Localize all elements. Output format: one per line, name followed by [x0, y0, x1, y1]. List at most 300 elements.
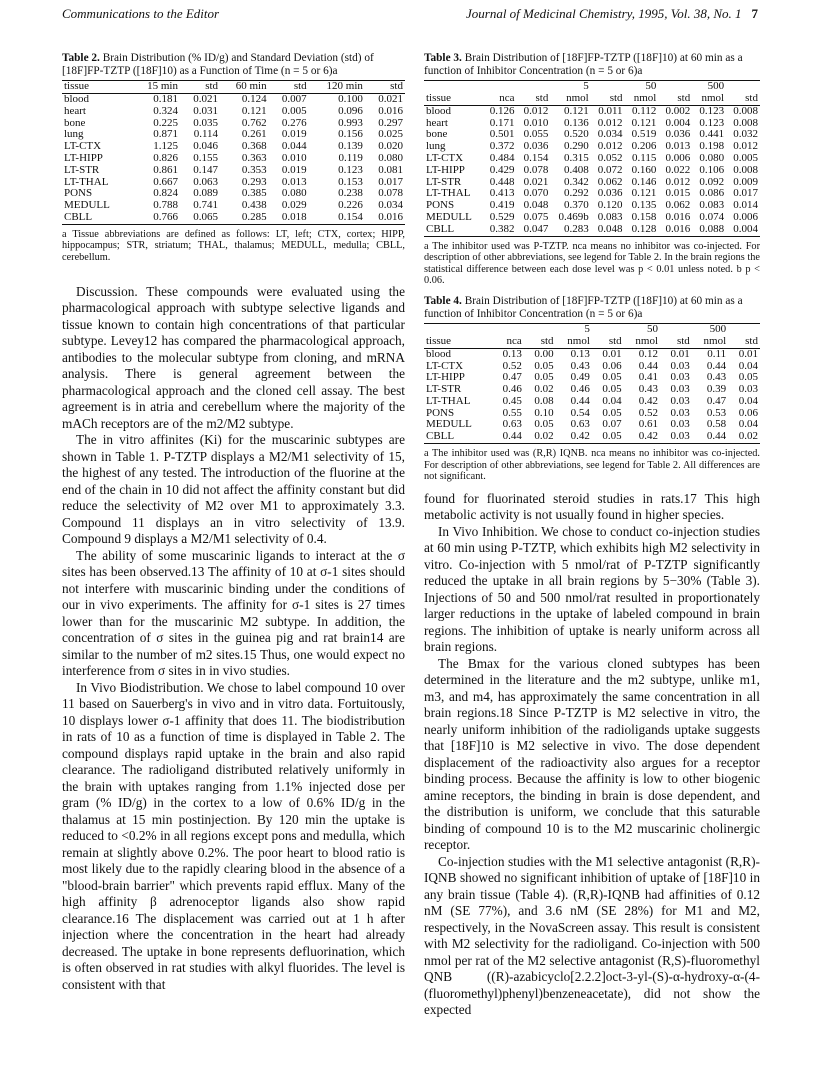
table4-column-header: std [660, 336, 692, 348]
value-cell: 0.41 [638, 371, 659, 384]
value-cell: 0.034 [378, 199, 403, 212]
value-cell: 0.42 [638, 394, 659, 407]
tissue-cell: heart [426, 116, 448, 129]
tissue-cell: LT-HIPP [64, 151, 103, 164]
value-cell: 0.372 [489, 140, 515, 153]
value-cell: 0.00 [534, 347, 554, 360]
table2-column-header: tissue [62, 81, 131, 94]
value-cell: 0.58 [706, 418, 727, 431]
tissue-cell: LT-HIPP [426, 163, 465, 176]
table4-dose-header: 5 [556, 324, 592, 336]
value-cell: 0.13 [570, 347, 590, 360]
paragraph-coinjection: Co-injection studies with the M1 selective antagonist (R,R)-IQNB showed no significant inhibition of uptake of [18F]10 in any brain tissue (Table 4). (R,R)-IQNB had affinities of 0.12 nM (SE 77%), and 3.6 nM (SE 28%) for M1 and M2, respectively, in the NovaScreen assay. This result is consistent with M2 selectivity for the radioligand. Co-injection with 500 nmol per rat of the M2 selective antagonist (R,S)-fluoromethyl QNB ((R)-azabicyclo[2.2.2]oct-3-yl-(S)-α-hydroxy-α-(4-(fluoromethyl)phenyl)benzeneacetate), did not show the expected [424, 853, 760, 1018]
value-cell: 0.49 [570, 371, 590, 384]
value-cell: 0.088 [692, 224, 726, 236]
value-cell: 0.070 [523, 187, 549, 200]
value-cell: 0.861 [153, 163, 178, 176]
value-cell: 0.225 [153, 116, 178, 129]
value-cell: 0.63 [570, 418, 590, 431]
value-cell: 0.020 [378, 140, 403, 153]
value-cell: 0.019 [281, 163, 307, 176]
value-cell: 0.43 [638, 383, 659, 396]
table-row [62, 165, 405, 177]
value-cell: 0.062 [597, 175, 623, 188]
value-cell: 0.824 [153, 187, 178, 200]
value-cell: 0.135 [631, 199, 657, 212]
table3-column-header: nmol [550, 93, 590, 105]
table4-column-header: nca [492, 336, 524, 348]
tissue-cell: lung [426, 140, 446, 153]
value-cell: 0.126 [489, 104, 515, 117]
value-cell: 0.154 [523, 151, 549, 164]
value-cell: 0.438 [241, 199, 267, 212]
table-row [62, 106, 405, 118]
table2-column-header: std [365, 81, 405, 94]
table3-dose-header: 50 [625, 81, 659, 93]
tissue-cell: LT-STR [426, 383, 462, 396]
value-cell: 0.123 [338, 163, 363, 176]
value-cell: 0.05 [602, 383, 622, 396]
tissue-cell: MEDULL [426, 418, 472, 431]
value-cell: 0.501 [489, 128, 515, 141]
value-cell: 0.03 [738, 383, 758, 396]
paragraph-affinities: The in vitro affinites (Ki) for the muscarinic subtypes are shown in Table 1. P-TZTP displays a M2/M1 selectivity of 15, the highest of any tested. The introduction of the fluorine at the end of the chain in 10 did not affect the affinity constant but did reduce the selectivity of M2 over M1 to approximately 3.3. Compound 11 displays an in vitro selectivity of 13.9. Compound 9 displays a M2/M1 selectivity of 0.4. [62, 432, 405, 547]
table3-caption-text: Brain Distribution of [18F]FP-TZTP ([18F]10) at 60 min as a function of Inhibitor Concentration (n = 5 or 6)a [424, 52, 743, 77]
value-cell: 0.008 [733, 104, 758, 117]
value-cell: 0.276 [281, 116, 307, 129]
paragraph-discussion: Discussion. These compounds were evaluated using the pharmacological approach with subtype selective ligands and tissue known to contain high concentrations of that particular subtype. Levey12 has compared the pharmacological approach, antibodies to the molecular subtype from cloning, and mRNA analysis. There is general agreement between the pharmacological approach and the cloned cell assay. The best agreement is in atria and cerebellum where the majority of the mACh receptors are of the m2/M2 subtype. [62, 283, 405, 431]
value-cell: 0.035 [193, 116, 219, 129]
value-cell: 0.52 [502, 359, 522, 372]
table3-column-header: nmol [625, 93, 659, 105]
table4-block [424, 295, 760, 483]
table-row [424, 212, 760, 224]
value-cell: 0.022 [665, 163, 691, 176]
value-cell: 0.075 [523, 210, 549, 223]
value-cell: 0.762 [241, 116, 267, 129]
tissue-cell: CBLL [424, 431, 492, 443]
right-body-text [424, 491, 760, 1019]
table-row [424, 105, 760, 117]
value-cell: 0.123 [699, 104, 725, 117]
value-cell: 0.39 [706, 383, 727, 396]
value-cell: 0.667 [153, 175, 178, 188]
value-cell: 0.158 [631, 210, 657, 223]
value-cell: 0.002 [665, 104, 691, 117]
value-cell: 0.11 [707, 347, 727, 360]
value-cell: 0.016 [365, 212, 405, 224]
value-cell: 0.283 [550, 224, 590, 236]
tissue-cell: LT-CTX [426, 359, 464, 372]
value-cell: 0.048 [591, 224, 625, 236]
table3-footnote: a The inhibitor used was P-TZTP. nca means no inhibitor was co-injected. For description of other abbreviations, see legend for Table 2. In the brain regions the statistical difference between each dose level was p < 0.01 unless noted. b p < 0.06. [424, 240, 760, 287]
value-cell: 0.03 [670, 371, 690, 384]
value-cell: 0.413 [489, 187, 515, 200]
table2-column-header: 120 min [309, 81, 365, 94]
table2-column-header: std [269, 81, 309, 94]
value-cell: 0.370 [563, 199, 589, 212]
tissue-cell: bone [426, 128, 448, 141]
value-cell: 0.469b [558, 210, 589, 223]
value-cell: 0.029 [281, 199, 307, 212]
value-cell: 0.261 [241, 128, 267, 141]
value-cell: 0.083 [699, 199, 725, 212]
table2-block [62, 52, 405, 264]
table-row [424, 396, 760, 408]
value-cell: 0.05 [738, 371, 758, 384]
table3-column-header: std [658, 93, 692, 105]
paragraph-bmax: The Bmax for the various cloned subtypes has been determined in the literature and the m2 subtype, unlike m1, m3, and m4, has approximately the same concentration in all brain regions.18 Since P-TZTP is M2 selective in vitro, the nearly uniform inhibition of the radioligands uptake suggests that [18F]10 is M2 selective in vivo. The dose dependent displacement of the radioactivity also argues for a receptor binding process. Because the affinity is low to other biogenic amine receptors, the binding in brain is dose dependent, and the distribution is uniform, we conclude that this saturable binding of compound 10 is to the M2 muscarinic cholinergic receptor. [424, 655, 760, 853]
value-cell: 0.292 [563, 187, 589, 200]
tissue-cell: blood [64, 92, 90, 105]
value-cell: 0.018 [269, 212, 309, 224]
value-cell: 0.826 [153, 151, 178, 164]
value-cell: 0.004 [665, 116, 691, 129]
value-cell: 0.106 [699, 163, 725, 176]
value-cell: 0.408 [563, 163, 589, 176]
value-cell: 0.123 [699, 116, 725, 129]
value-cell: 0.293 [241, 175, 267, 188]
table4-caption-text: Brain Distribution of [18F]FP-TZTP ([18F]10) at 60 min as a function of Inhibitor Concentration (n = 5 or 6)a [424, 294, 743, 320]
value-cell: 0.448 [489, 175, 515, 188]
tissue-cell: PONS [426, 406, 455, 419]
value-cell: 0.031 [193, 104, 219, 117]
value-cell: 0.353 [241, 163, 267, 176]
value-cell: 0.036 [523, 140, 549, 153]
table4 [424, 323, 760, 444]
value-cell: 0.112 [632, 104, 657, 117]
value-cell: 0.42 [556, 431, 592, 443]
value-cell: 0.063 [193, 175, 219, 188]
value-cell: 0.136 [563, 116, 589, 129]
value-cell: 0.285 [220, 212, 269, 224]
value-cell: 0.083 [597, 210, 623, 223]
value-cell: 0.198 [699, 140, 725, 153]
value-cell: 0.368 [241, 140, 267, 153]
table4-column-header: std [728, 336, 760, 348]
table3-label: Table 3. [424, 52, 462, 64]
value-cell: 0.44 [692, 431, 728, 443]
value-cell: 0.004 [726, 224, 760, 236]
value-cell: 0.092 [699, 175, 725, 188]
value-cell: 0.014 [733, 199, 758, 212]
left-column [62, 52, 405, 993]
table2-label: Table 2. [62, 52, 100, 64]
tissue-cell: PONS [64, 187, 93, 200]
page-number: 7 [751, 6, 758, 21]
value-cell: 0.44 [570, 394, 590, 407]
value-cell: 0.078 [378, 187, 403, 200]
value-cell: 0.016 [665, 210, 691, 223]
table3-dose-header: 500 [692, 81, 726, 93]
value-cell: 0.05 [534, 418, 554, 431]
value-cell: 0.089 [193, 187, 219, 200]
value-cell: 0.12 [638, 347, 659, 360]
value-cell: 0.03 [670, 406, 690, 419]
table4-column-header: std [524, 336, 556, 348]
value-cell: 0.010 [281, 151, 307, 164]
value-cell: 0.062 [665, 199, 691, 212]
value-cell: 0.47 [706, 394, 727, 407]
table3-column-header: std [726, 93, 760, 105]
value-cell: 0.154 [309, 212, 365, 224]
value-cell: 0.788 [153, 199, 178, 212]
value-cell: 0.324 [153, 104, 178, 117]
value-cell: 0.124 [241, 92, 267, 105]
value-cell: 0.47 [502, 371, 522, 384]
value-cell: 0.06 [602, 359, 622, 372]
table-row [62, 93, 405, 105]
value-cell: 0.363 [241, 151, 267, 164]
value-cell: 0.01 [670, 347, 690, 360]
tissue-cell: LT-THAL [64, 175, 109, 188]
tissue-cell: CBLL [424, 224, 483, 236]
value-cell: 0.519 [631, 128, 657, 141]
value-cell: 0.529 [489, 210, 515, 223]
value-cell: 0.017 [733, 187, 758, 200]
table2-column-header: 60 min [220, 81, 269, 94]
value-cell: 0.013 [665, 140, 691, 153]
left-body-text [62, 284, 405, 994]
table3-column-header: tissue [424, 93, 483, 105]
value-cell: 0.021 [193, 92, 219, 105]
table3-header-row [424, 93, 760, 105]
value-cell: 0.46 [570, 383, 590, 396]
value-cell: 0.016 [658, 224, 692, 236]
value-cell: 0.036 [665, 128, 691, 141]
table4-column-header: nmol [624, 336, 660, 348]
value-cell: 0.032 [733, 128, 758, 141]
value-cell: 0.114 [193, 128, 219, 141]
value-cell: 0.238 [338, 187, 363, 200]
value-cell: 0.021 [523, 175, 549, 188]
tissue-cell: bone [64, 116, 86, 129]
tissue-cell: LT-THAL [426, 394, 471, 407]
table2-caption [62, 52, 405, 77]
value-cell: 0.086 [699, 187, 725, 200]
table4-column-header: std [592, 336, 624, 348]
table3-column-header: std [517, 93, 551, 105]
table3-block [424, 52, 760, 287]
value-cell: 0.05 [592, 431, 624, 443]
value-cell: 0.011 [598, 104, 623, 117]
table4-column-header: nmol [692, 336, 728, 348]
value-cell: 0.080 [378, 151, 403, 164]
value-cell: 0.046 [193, 140, 219, 153]
value-cell: 0.43 [706, 371, 727, 384]
value-cell: 0.55 [502, 406, 522, 419]
value-cell: 0.520 [563, 128, 589, 141]
value-cell: 0.036 [597, 187, 623, 200]
value-cell: 0.080 [281, 187, 307, 200]
tissue-cell: LT-CTX [64, 140, 102, 153]
value-cell: 0.02 [728, 431, 760, 443]
value-cell: 0.342 [563, 175, 589, 188]
table2-column-header: std [180, 81, 220, 94]
value-cell: 0.052 [597, 151, 623, 164]
value-cell: 0.013 [281, 175, 307, 188]
running-header [62, 6, 758, 24]
value-cell: 0.297 [378, 116, 403, 129]
table-row [424, 153, 760, 165]
tissue-cell: LT-STR [64, 163, 100, 176]
value-cell: 0.44 [638, 359, 659, 372]
header-journal [466, 6, 758, 22]
value-cell: 0.015 [665, 187, 691, 200]
paragraph-continued: found for fluorinated steroid studies in rats.17 This high metabolic activity is not usually found in higher species. [424, 490, 760, 523]
right-column [424, 52, 760, 1019]
table3-caption [424, 52, 760, 77]
value-cell: 0.05 [602, 406, 622, 419]
table-row [424, 348, 760, 360]
value-cell: 0.121 [563, 104, 589, 117]
paragraph-inhibition: In Vivo Inhibition. We chose to conduct co-injection studies at 60 min using P-TZTP, which exhibits high M2 selectivity in vitro. Co-injection with 5 nmol/rat of P-TZTP significantly reduced the uptake in all brain regions by 5−30% (Table 3). Injections of 50 and 500 nmol/rat resulted in proportionately larger reductions in the uptake of labeled compound in brain regions. The inhibition of uptake is nearly uniform across all brain regions. [424, 523, 760, 655]
value-cell: 0.155 [193, 151, 219, 164]
value-cell: 0.741 [193, 199, 219, 212]
value-cell: 0.382 [483, 224, 517, 236]
value-cell: 0.009 [733, 175, 758, 188]
value-cell: 0.08 [534, 394, 554, 407]
value-cell: 0.13 [502, 347, 522, 360]
table4-footnote: a The inhibitor used was (R,R) IQNB. nca means no inhibitor was co-injected. For description of other abbreviations, see legend for Table 2. All differences are not significant. [424, 448, 760, 483]
value-cell: 0.226 [338, 199, 363, 212]
value-cell: 0.074 [699, 210, 725, 223]
value-cell: 0.034 [597, 128, 623, 141]
value-cell: 0.008 [733, 116, 758, 129]
tissue-cell: heart [64, 104, 86, 117]
value-cell: 0.146 [631, 175, 657, 188]
value-cell: 0.04 [738, 418, 758, 431]
value-cell: 0.45 [502, 394, 522, 407]
tissue-cell: PONS [426, 199, 455, 212]
tissue-cell: CBLL [62, 212, 131, 224]
value-cell: 0.42 [624, 431, 660, 443]
value-cell: 0.012 [733, 140, 758, 153]
value-cell: 0.055 [523, 128, 549, 141]
value-cell: 0.441 [699, 128, 725, 141]
table3 [424, 80, 760, 236]
value-cell: 0.07 [602, 418, 622, 431]
value-cell: 0.010 [523, 116, 549, 129]
value-cell: 0.02 [524, 431, 556, 443]
value-cell: 0.147 [193, 163, 219, 176]
tissue-cell: MEDULL [426, 210, 472, 223]
value-cell: 0.206 [631, 140, 657, 153]
value-cell: 0.03 [670, 418, 690, 431]
tissue-cell: LT-CTX [426, 151, 464, 164]
value-cell: 0.419 [489, 199, 515, 212]
value-cell: 0.139 [338, 140, 363, 153]
value-cell: 0.52 [638, 406, 659, 419]
paragraph-biodistribution: In Vivo Biodistribution. We chose to label compound 10 over 11 based on Sauerberg's in vivo and in vitro data. Fortuitously, 10 displays lower σ-1 affinity that does 11. The biodistribution in rats of 10 as a function of time is displayed in Table 2. The compound displays rapid uptake in the brain and also rapid clearance. The radioligand distributed relatively uniformly in the brain with uptakes ranging from 1.1% injected dose per gram (% ID/g) in the cortex to a low of 0.6% ID/g in the thalamus at 15 min postinjection. By 120 min the uptake is reduced to <0.2% in all regions except pons and medulla, which remain at slightly above 0.2%. The poor heart to blood ratio is most likely due to the rapidly clearing blood in the absence of a "blood-brain barrier" which prevents rapid efflux. Many of the high affinity β adrenoceptor ligands also show rapid clearance.16 The displacement was carried out at 1 h after injection where the concentration in the heart had already decreased. The uptake in bone represents defluorination, which is often observed in rat studies with alkyl fluorides. The level is consistent with that [62, 679, 405, 992]
table-row [424, 224, 760, 236]
value-cell: 0.021 [378, 92, 403, 105]
table-row [62, 153, 405, 165]
table4-caption [424, 295, 760, 320]
tissue-cell: LT-THAL [426, 187, 471, 200]
table2-footnote: a Tissue abbreviations are defined as follows: LT, left; CTX, cortex; HIPP, hippocampus; STR, striatum; THAL, thalamus; MEDULL, medulla; CBLL, cerebellum. [62, 228, 405, 263]
tissue-cell: MEDULL [64, 199, 110, 212]
value-cell: 0.006 [665, 151, 691, 164]
value-cell: 0.008 [733, 163, 758, 176]
value-cell: 0.05 [534, 359, 554, 372]
value-cell: 0.019 [281, 128, 307, 141]
value-cell: 0.484 [489, 151, 515, 164]
value-cell: 0.05 [534, 371, 554, 384]
value-cell: 0.290 [563, 140, 589, 153]
value-cell: 0.429 [489, 163, 515, 176]
value-cell: 0.121 [241, 104, 267, 117]
value-cell: 0.766 [131, 212, 180, 224]
value-cell: 0.007 [281, 92, 307, 105]
table4-dose-header: 50 [624, 324, 660, 336]
value-cell: 0.01 [602, 347, 622, 360]
value-cell: 0.04 [602, 394, 622, 407]
table2 [62, 80, 405, 225]
tissue-cell: LT-STR [426, 175, 462, 188]
value-cell: 0.012 [597, 116, 623, 129]
paragraph-sigma: The ability of some muscarinic ligands to interact at the σ sites has been observed.13 The affinity of 10 at σ-1 sites should not interfere with muscarinic binding under the conditions of our in vivo experiments. The affinity for σ-1 sites is 27 times lower than for the muscarinic M2 subtype. In addition, the concentration of σ sites in the guinea pig and rat brain14 are similar to the number of m2 sites.15 Thus, one would expect no interference from σ sites in in vivo studies. [62, 547, 405, 679]
value-cell: 0.012 [597, 140, 623, 153]
value-cell: 0.160 [631, 163, 657, 176]
value-cell: 0.121 [631, 116, 657, 129]
value-cell: 0.03 [670, 383, 690, 396]
tissue-cell: blood [426, 104, 452, 117]
value-cell: 0.10 [534, 406, 554, 419]
table2-caption-text: Brain Distribution (% ID/g) and Standard Deviation (std) of [18F]FP-TZTP ([18F]10) as a Function of Time (n = 5 or 6)a [62, 52, 374, 77]
tissue-cell: lung [64, 128, 84, 141]
value-cell: 0.63 [502, 418, 522, 431]
value-cell: 0.012 [523, 104, 549, 117]
value-cell: 0.44 [492, 431, 524, 443]
header-section: Communications to the Editor [62, 6, 220, 21]
tissue-cell: LT-HIPP [426, 371, 465, 384]
value-cell: 0.171 [489, 116, 515, 129]
value-cell: 0.120 [597, 199, 623, 212]
table2-column-header: 15 min [131, 81, 180, 94]
table4-dose-header: 500 [692, 324, 728, 336]
value-cell: 0.43 [570, 359, 590, 372]
value-cell: 0.017 [378, 175, 403, 188]
value-cell: 0.065 [180, 212, 220, 224]
value-cell: 0.153 [338, 175, 363, 188]
value-cell: 0.53 [706, 406, 727, 419]
value-cell: 0.078 [523, 163, 549, 176]
table3-column-header: std [591, 93, 625, 105]
value-cell: 0.156 [338, 128, 363, 141]
value-cell: 0.04 [738, 394, 758, 407]
value-cell: 0.096 [338, 104, 363, 117]
value-cell: 0.871 [153, 128, 178, 141]
table-row [424, 431, 760, 443]
value-cell: 0.03 [660, 431, 692, 443]
value-cell: 0.005 [281, 104, 307, 117]
table-row [424, 165, 760, 177]
value-cell: 0.01 [738, 347, 758, 360]
value-cell: 0.181 [153, 92, 178, 105]
header-journal-title: Journal of Medicinal Chemistry, 1995, Vol. 38, No. 1 [465, 6, 742, 21]
value-cell: 0.005 [733, 151, 758, 164]
value-cell: 0.128 [625, 224, 659, 236]
value-cell: 0.016 [378, 104, 403, 117]
value-cell: 0.025 [378, 128, 403, 141]
value-cell: 0.02 [534, 383, 554, 396]
table-row [62, 212, 405, 224]
value-cell: 0.44 [706, 359, 727, 372]
tissue-cell: blood [426, 347, 452, 360]
table3-dose-header: 5 [550, 81, 590, 93]
table4-label: Table 4. [424, 294, 462, 307]
